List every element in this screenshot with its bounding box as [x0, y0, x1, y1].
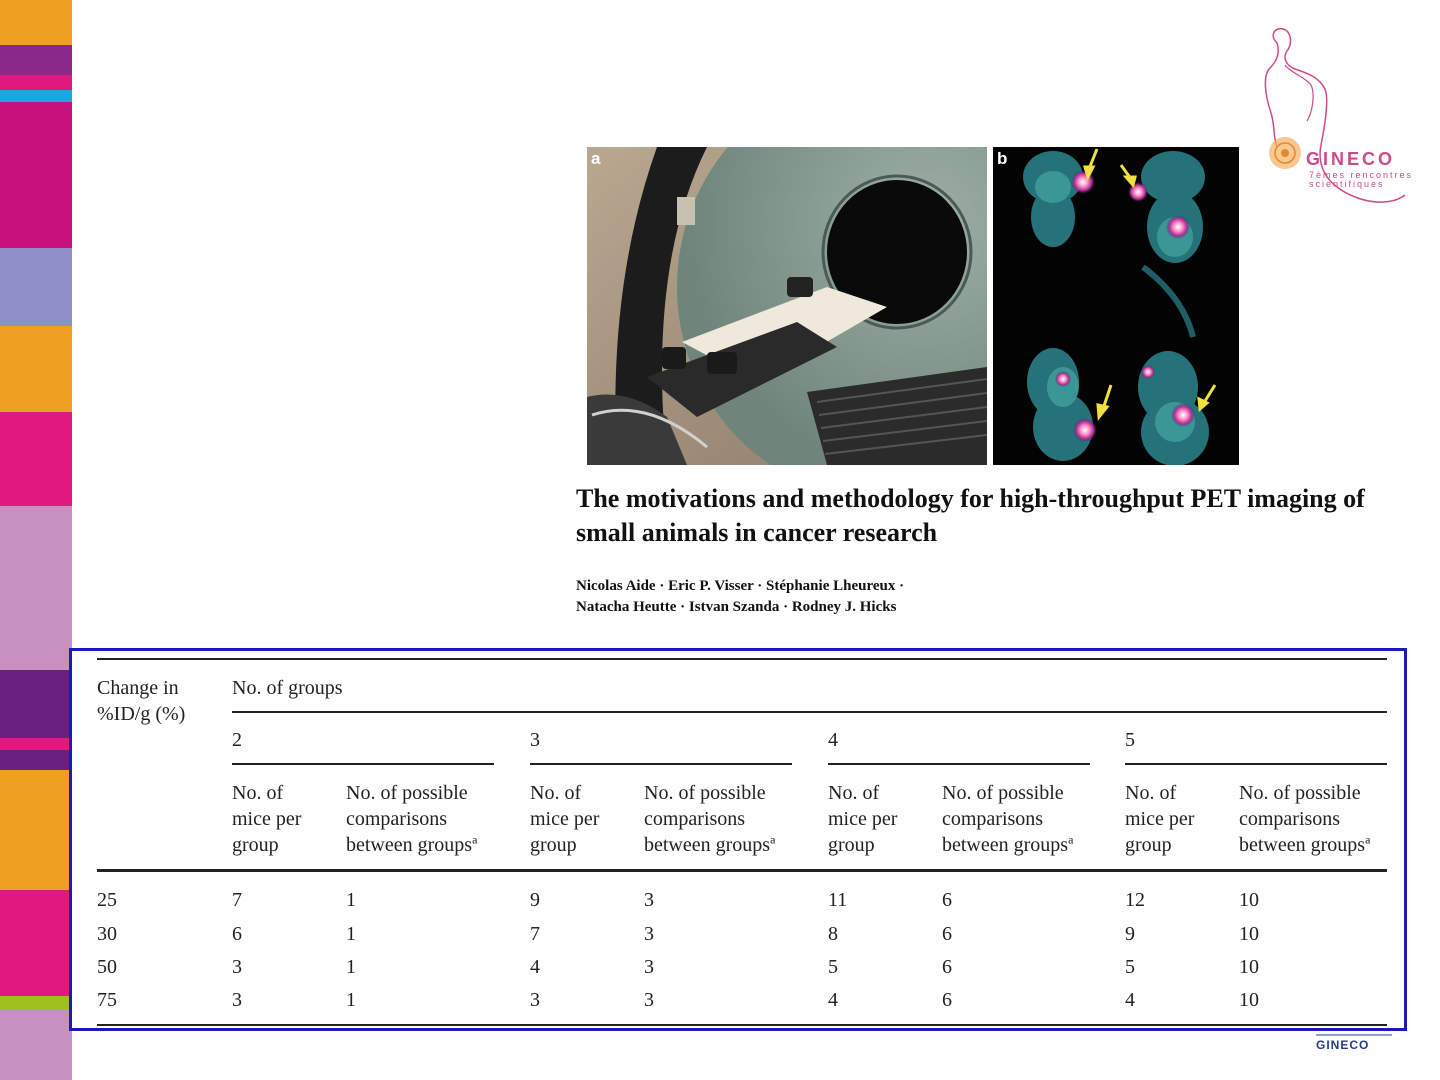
- table-cell: 4: [530, 956, 540, 978]
- table-cell: 1: [346, 889, 356, 911]
- mice-per-group-header: No. of mice per group: [828, 782, 898, 856]
- table-cell: 6: [942, 989, 952, 1011]
- table-cell: 6: [942, 889, 952, 911]
- panel-b-label: b: [997, 149, 1008, 168]
- change-cell: 50: [97, 956, 117, 978]
- group-number: 2: [232, 729, 242, 751]
- table-top-rule: [97, 658, 1387, 660]
- table-cell: 3: [232, 956, 242, 978]
- table-cell: 3: [644, 956, 654, 978]
- sample-size-table: [69, 648, 1407, 1031]
- table-cell: 10: [1239, 923, 1259, 945]
- table-cell: 3: [644, 889, 654, 911]
- groups-header: No. of groups: [232, 677, 343, 699]
- group-number: 4: [828, 729, 838, 751]
- article-figure: [587, 147, 1239, 465]
- panel-a-label: a: [591, 149, 601, 168]
- comparisons-header: No. of possible comparisons between groups$^a$: [346, 782, 478, 856]
- table-cell: 12: [1125, 889, 1145, 911]
- table-cell: 6: [942, 923, 952, 945]
- gineco-logo: [1255, 25, 1415, 210]
- table-cell: 10: [1239, 956, 1259, 978]
- group-4-rule: [828, 763, 1090, 765]
- groups-rule: [232, 711, 1387, 713]
- table-cell: 4: [1125, 989, 1135, 1011]
- table-cell: 5: [1125, 956, 1135, 978]
- group-2-rule: [232, 763, 494, 765]
- table-cell: 6: [232, 923, 242, 945]
- group-5-rule: [1125, 763, 1387, 765]
- header-bottom-rule: [97, 869, 1387, 872]
- article-authors: [576, 576, 1176, 618]
- table-cell: 6: [942, 956, 952, 978]
- table-cell: 1: [346, 989, 356, 1011]
- table-cell: 10: [1239, 989, 1259, 1011]
- table-cell: 1: [346, 956, 356, 978]
- table-cell: 1: [346, 923, 356, 945]
- logo-name: GINECO: [1306, 149, 1396, 169]
- mice-per-group-header: No. of mice per group: [232, 782, 302, 856]
- article-title: The motivations and methodology for high-throughput PET imaging of small animals in cancer research: [576, 484, 1365, 547]
- table-bottom-rule: [97, 1024, 1387, 1026]
- table-cell: 3: [530, 989, 540, 1011]
- table-cell: 10: [1239, 889, 1259, 911]
- table-cell: 8: [828, 923, 838, 945]
- table-cell: 3: [644, 989, 654, 1011]
- comparisons-header: No. of possible comparisons between groups$^a$: [644, 782, 776, 856]
- table-cell: 11: [828, 889, 848, 911]
- table-cell: 7: [232, 889, 242, 911]
- change-cell: 30: [97, 923, 117, 945]
- change-cell: 25: [97, 889, 117, 911]
- row-header: Change in %ID/g (%): [97, 677, 186, 725]
- figure-panel-b: [993, 147, 1239, 465]
- group-number: 3: [530, 729, 540, 751]
- table-cell: 5: [828, 956, 838, 978]
- comparisons-header: No. of possible comparisons between groups$^a$: [1239, 782, 1371, 856]
- comparisons-header: No. of possible comparisons between groups$^a$: [942, 782, 1074, 856]
- table-cell: 3: [232, 989, 242, 1011]
- table-cell: 3: [644, 923, 654, 945]
- pet-scan-images: [993, 147, 1239, 465]
- mice-per-group-header: No. of mice per group: [1125, 782, 1195, 856]
- logo-tagline-line1: 7èmes rencontres: [1309, 170, 1414, 180]
- group-number: 5: [1125, 729, 1135, 751]
- table-cell: 4: [828, 989, 838, 1011]
- authors-line-2: Natacha Heutte · Istvan Szanda · Rodney J. Hicks: [576, 599, 897, 615]
- table-cell: 7: [530, 923, 540, 945]
- change-cell: 75: [97, 989, 117, 1011]
- pet-scanner-photo: [587, 147, 987, 465]
- authors-line-1: Nicolas Aide · Eric P. Visser · Stéphanie Lheureux ·: [576, 578, 905, 594]
- table-cell: 9: [530, 889, 540, 911]
- group-3-rule: [530, 763, 792, 765]
- decorative-stripe-bar: [0, 0, 72, 1080]
- footer-gineco-logo: GINECO: [1316, 1038, 1370, 1052]
- mice-per-group-header: No. of mice per group: [530, 782, 600, 856]
- table-cell: 9: [1125, 923, 1135, 945]
- figure-panel-a: [587, 147, 987, 465]
- logo-tagline-line2: scientifiques: [1309, 179, 1385, 189]
